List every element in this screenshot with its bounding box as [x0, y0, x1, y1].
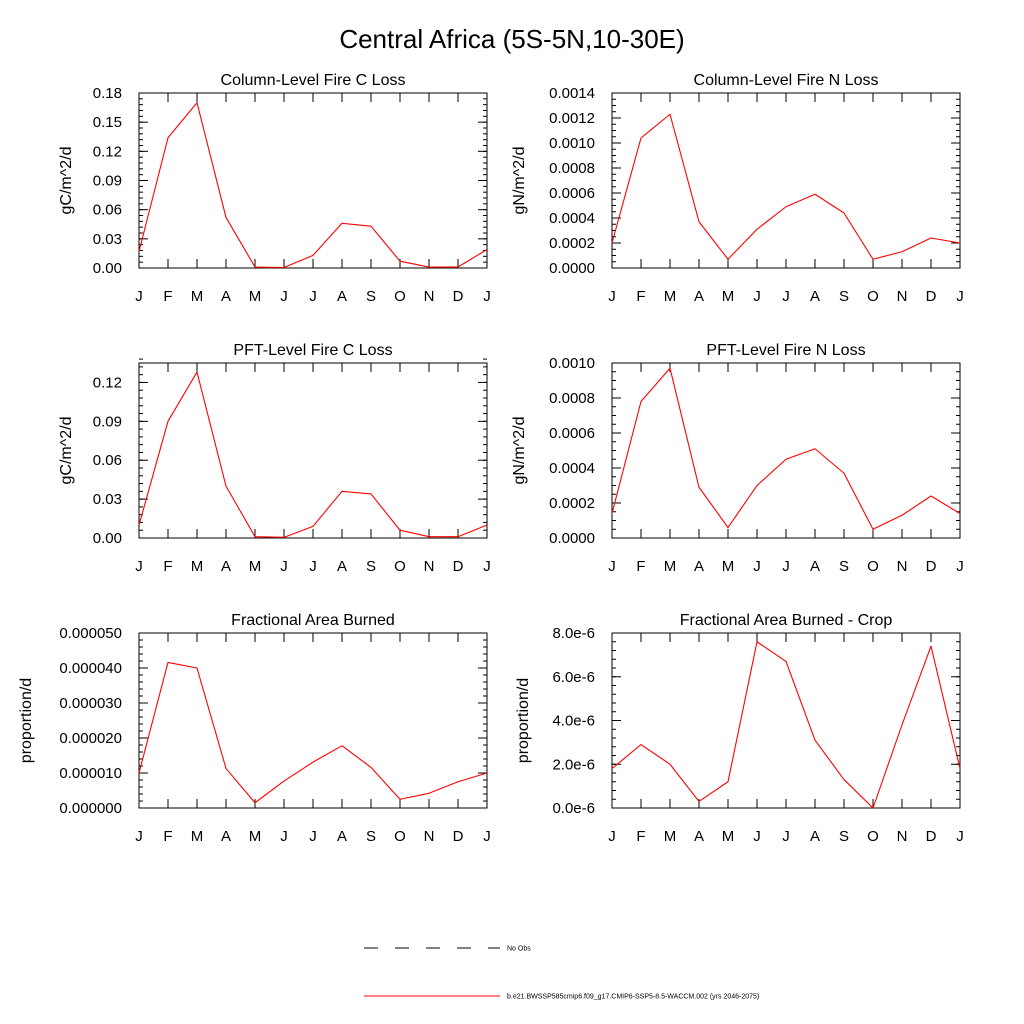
x-tick-label: A	[336, 828, 348, 845]
x-tick-label: J	[782, 828, 790, 845]
y-tick-label: 0.000010	[59, 765, 122, 782]
x-tick-label: S	[838, 828, 850, 845]
series-line	[139, 662, 487, 802]
y-axis-label: gC/m^2/d	[58, 146, 75, 215]
x-tick-label: O	[394, 558, 406, 575]
x-tick-label: M	[663, 558, 677, 575]
x-tick-label: O	[867, 558, 879, 575]
x-tick-label: A	[693, 828, 705, 845]
y-axis-label: gN/m^2/d	[511, 146, 528, 215]
series-line	[612, 642, 960, 808]
series-line	[612, 114, 960, 259]
y-tick-label: 0.0014	[549, 85, 595, 102]
chart-panel-1	[58, 72, 491, 305]
y-tick-label: 4.0e-6	[552, 712, 595, 730]
series-line	[612, 368, 960, 529]
x-tick-label: S	[365, 288, 377, 305]
y-tick-label: 0.0002	[549, 495, 595, 512]
x-tick-label: J	[608, 828, 616, 845]
chart-panels	[18, 72, 964, 845]
y-tick-label: 0.0010	[549, 355, 595, 372]
y-axis-label: gC/m^2/d	[58, 416, 75, 485]
chart-panel-6	[515, 612, 964, 845]
x-tick-label: A	[809, 828, 821, 845]
x-tick-label: J	[135, 288, 143, 305]
x-tick-label: A	[220, 828, 232, 845]
x-tick-label: M	[663, 288, 677, 305]
x-tick-label: J	[135, 558, 143, 575]
y-tick-label: 0.09	[92, 172, 122, 190]
x-tick-label: J	[309, 558, 317, 575]
x-tick-label: J	[608, 288, 616, 305]
y-tick-label: 0.03	[92, 230, 122, 248]
x-tick-label: F	[163, 828, 173, 845]
x-tick-label: F	[636, 828, 646, 845]
y-axis-label: proportion/d	[18, 677, 35, 764]
x-tick-label: O	[867, 828, 879, 845]
y-tick-label: 0.0004	[549, 460, 595, 477]
x-tick-label: N	[423, 558, 435, 575]
y-tick-label: 0.000050	[59, 625, 122, 642]
y-tick-label: 0.0e-6	[552, 800, 595, 817]
series-line	[139, 372, 487, 537]
x-tick-label: O	[867, 288, 879, 305]
x-tick-label: J	[782, 558, 790, 575]
panel-title: Fractional Area Burned	[231, 612, 395, 629]
x-tick-label: M	[248, 558, 262, 575]
x-tick-label: J	[956, 288, 964, 305]
y-axis-label: gN/m^2/d	[511, 416, 528, 485]
x-tick-label: F	[636, 558, 646, 575]
chart-panel-4	[511, 342, 964, 575]
x-tick-label: J	[753, 828, 761, 845]
legend-obs-label: No Obs	[507, 945, 531, 953]
x-tick-label: F	[636, 288, 646, 305]
x-tick-label: M	[248, 828, 262, 845]
y-tick-label: 0.00	[92, 530, 122, 547]
x-tick-label: J	[608, 558, 616, 575]
x-tick-label: A	[809, 558, 821, 575]
x-tick-label: J	[956, 558, 964, 575]
y-tick-label: 8.0e-6	[552, 625, 595, 642]
y-tick-label: 0.000030	[59, 695, 122, 712]
legend	[364, 946, 759, 1001]
y-tick-label: 0.000020	[59, 730, 122, 747]
x-tick-label: M	[190, 828, 204, 845]
x-tick-label: M	[721, 828, 735, 845]
x-tick-label: M	[663, 828, 677, 845]
x-tick-label: N	[896, 828, 908, 845]
x-tick-label: M	[190, 288, 204, 305]
y-tick-label: 0.0008	[549, 160, 595, 177]
chart-panel-5	[18, 612, 491, 845]
x-tick-label: M	[721, 558, 735, 575]
x-tick-label: S	[838, 288, 850, 305]
x-tick-label: J	[782, 288, 790, 305]
x-tick-label: S	[838, 558, 850, 575]
x-tick-label: M	[248, 288, 262, 305]
x-tick-label: M	[190, 558, 204, 575]
x-tick-label: J	[309, 288, 317, 305]
x-tick-label: A	[336, 558, 348, 575]
y-tick-label: 0.0002	[549, 235, 595, 252]
x-tick-label: A	[693, 558, 705, 575]
panel-title: Fractional Area Burned - Crop	[679, 612, 893, 629]
panel-title: Column-Level Fire C Loss	[220, 72, 406, 89]
x-tick-label: F	[163, 558, 173, 575]
x-tick-label: N	[423, 828, 435, 845]
x-tick-label: A	[220, 558, 232, 575]
x-tick-label: N	[896, 558, 908, 575]
x-tick-label: N	[896, 288, 908, 305]
series-line	[139, 103, 487, 268]
y-axis-label: proportion/d	[515, 677, 532, 764]
y-tick-label: 0.0008	[549, 390, 595, 407]
main-title: Central Africa (5S-5N,10-30E)	[339, 24, 685, 54]
x-tick-label: J	[280, 828, 288, 845]
x-tick-label: F	[163, 288, 173, 305]
chart-panel-3	[58, 342, 491, 575]
x-tick-label: J	[483, 828, 491, 845]
y-tick-label: 0.0004	[549, 210, 595, 227]
x-tick-label: A	[693, 288, 705, 305]
y-tick-label: 0.03	[92, 491, 122, 509]
y-tick-label: 2.0e-6	[552, 756, 595, 774]
x-tick-label: D	[925, 828, 937, 845]
y-tick-label: 0.000000	[59, 800, 122, 817]
x-tick-label: D	[925, 558, 937, 575]
x-tick-label: J	[280, 288, 288, 305]
x-tick-label: J	[135, 828, 143, 845]
plot-frame	[139, 633, 487, 808]
x-tick-label: S	[365, 558, 377, 575]
x-tick-label: S	[365, 828, 377, 845]
panel-title: Column-Level Fire N Loss	[693, 72, 879, 89]
plot-frame	[612, 633, 960, 808]
x-tick-label: J	[309, 828, 317, 845]
y-tick-label: 6.0e-6	[552, 668, 595, 686]
x-tick-label: M	[721, 288, 735, 305]
x-tick-label: J	[753, 558, 761, 575]
panel-title: PFT-Level Fire N Loss	[706, 342, 866, 359]
x-tick-label: O	[394, 828, 406, 845]
y-tick-label: 0.0012	[549, 110, 595, 127]
x-tick-label: J	[483, 558, 491, 575]
y-tick-label: 0.0006	[549, 185, 595, 202]
x-tick-label: D	[452, 558, 464, 575]
y-tick-label: 0.12	[92, 374, 122, 392]
x-tick-label: N	[423, 288, 435, 305]
x-tick-label: J	[753, 288, 761, 305]
y-tick-label: 0.0006	[549, 425, 595, 442]
x-tick-label: J	[483, 288, 491, 305]
y-tick-label: 0.06	[92, 201, 122, 219]
x-tick-label: D	[452, 828, 464, 845]
y-tick-label: 0.12	[92, 143, 122, 161]
x-tick-label: D	[925, 288, 937, 305]
y-tick-label: 0.15	[92, 114, 122, 132]
y-tick-label: 0.0000	[549, 530, 595, 547]
y-tick-label: 0.06	[92, 452, 122, 470]
x-tick-label: A	[809, 288, 821, 305]
x-tick-label: O	[394, 288, 406, 305]
y-tick-label: 0.0010	[549, 135, 595, 152]
x-tick-label: J	[280, 558, 288, 575]
legend-model-label: b.e21.BWSSP585cmip6.f09_g17.CMIP6-SSP5-8.5-WACCM.002 (yrs 2046-2075)	[507, 993, 760, 1001]
panel-title: PFT-Level Fire C Loss	[233, 342, 393, 359]
x-tick-label: A	[220, 288, 232, 305]
x-tick-label: J	[956, 828, 964, 845]
y-tick-label: 0.000040	[59, 660, 122, 677]
y-tick-label: 0.09	[92, 413, 122, 431]
y-tick-label: 0.00	[92, 260, 122, 277]
x-tick-label: A	[336, 288, 348, 305]
plot-frame	[139, 93, 487, 268]
y-tick-label: 0.18	[92, 85, 122, 102]
chart-panel-2	[511, 72, 964, 305]
y-tick-label: 0.0000	[549, 260, 595, 277]
plot-frame	[139, 363, 487, 538]
x-tick-label: D	[452, 288, 464, 305]
